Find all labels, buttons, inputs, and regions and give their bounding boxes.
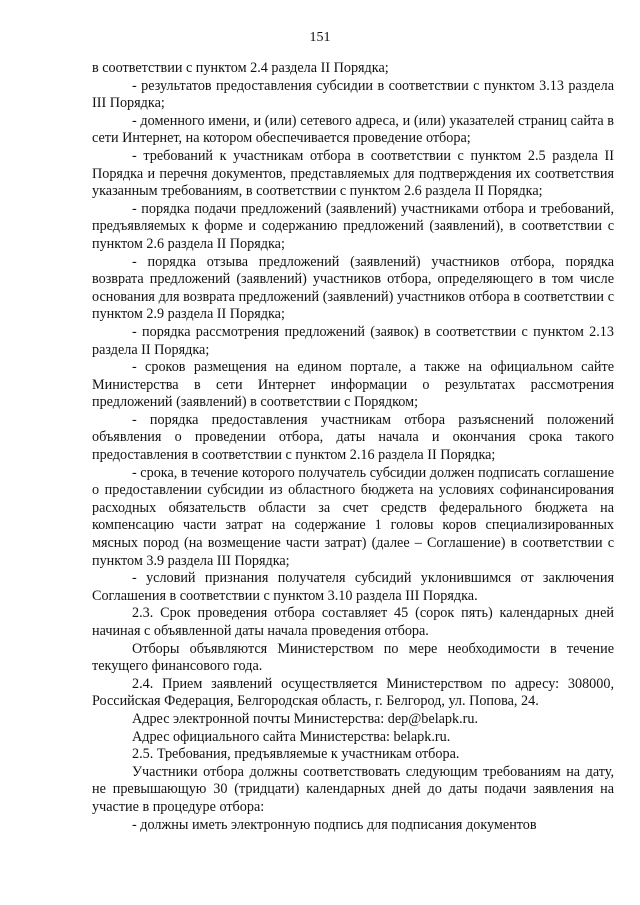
paragraph: 2.4. Прием заявлений осуществляется Министерством по адресу: 308000, Российская Федерация, Белгородская область, г. Белгород, ул. Попова, 24. <box>92 675 614 710</box>
paragraph: - порядка отзыва предложений (заявлений) участников отбора, порядка возврата предложений (заявлений) участников отбора, определяющего в том числе основания для возврата предложений (заявлений) участников отбора в соответствии с пунктом 2.9 раздела II Порядка; <box>92 253 614 323</box>
paragraph: - требований к участникам отбора в соответствии с пунктом 2.5 раздела II Порядка и перечня документов, представляемых для подтверждения их соответствия указанным требованиям, в соответствии с пунктом 2.6 раздела II Порядка; <box>92 147 614 200</box>
paragraph: - порядка подачи предложений (заявлений) участниками отбора и требований, предъявляемых к форме и содержанию предложений (заявлений), в соответствии с пунктом 2.6 раздела II Порядка; <box>92 200 614 252</box>
paragraph: в соответствии с пунктом 2.4 раздела II Порядка; <box>92 60 389 76</box>
email-line: Адрес электронной почты Министерства: dep@belapk.ru. <box>132 710 479 727</box>
paragraph: - порядка рассмотрения предложений (заявок) в соответствии с пунктом 2.13 раздела II Порядка; <box>92 323 614 358</box>
paragraph: - должны иметь электронную подпись для подписания документов <box>132 816 537 833</box>
paragraph: Отборы объявляются Министерством по мере необходимости в течение текущего финансового года. <box>92 640 614 675</box>
paragraph: 2.5. Требования, предъявляемые к участникам отбора. <box>132 746 460 763</box>
website-line: Адрес официального сайта Министерства: belapk.ru. <box>132 728 451 745</box>
page-number: 151 <box>309 30 331 45</box>
paragraph: - условий признания получателя субсидий уклонившимся от заключения Соглашения в соответствии с пунктом 3.10 раздела III Порядка. <box>92 570 614 604</box>
paragraph: - порядка предоставления участникам отбора разъяснений положений объявления о проведении отбора, даты начала и окончания срока такого предоставления в соответствии с пунктом 2.16 раздела II Порядка; <box>92 411 614 464</box>
paragraph: - результатов предоставления субсидии в соответствии с пунктом 3.13 раздела III Порядка; <box>92 77 614 112</box>
paragraph: - срока, в течение которого получатель субсидии должен подписать соглашение о предоставлении субсидии из областного бюджета на условиях софинансирования расходных обязательств области за счет средств федерального бюджета на компенсацию части затрат на содержание 1 головы коров специализированных мясных пород (на возмещение части затрат) (далее – Соглашение) в соответствии с пунктом 3.9 раздела III Порядка; <box>92 464 614 569</box>
paragraph: Участники отбора должны соответствовать следующим требованиям на дату, не превышающую 30 (тридцати) календарных дней до даты подачи заявления на участие в процедуре отбора: <box>92 763 614 815</box>
paragraph: - сроков размещения на едином портале, а также на официальном сайте Министерства в сети Интернет информации о результатах рассмотрения предложений (заявлений) в соответствии с Порядком; <box>92 359 614 411</box>
paragraph: - доменного имени, и (или) сетевого адреса, и (или) указателей страниц сайта в сети Интернет, на котором обеспечивается проведение отбора; <box>92 112 614 147</box>
paragraph: 2.3. Срок проведения отбора составляет 45 (сорок пять) календарных дней начиная с объявленной даты начала проведения отбора. <box>92 605 614 639</box>
document-body <box>92 60 614 834</box>
